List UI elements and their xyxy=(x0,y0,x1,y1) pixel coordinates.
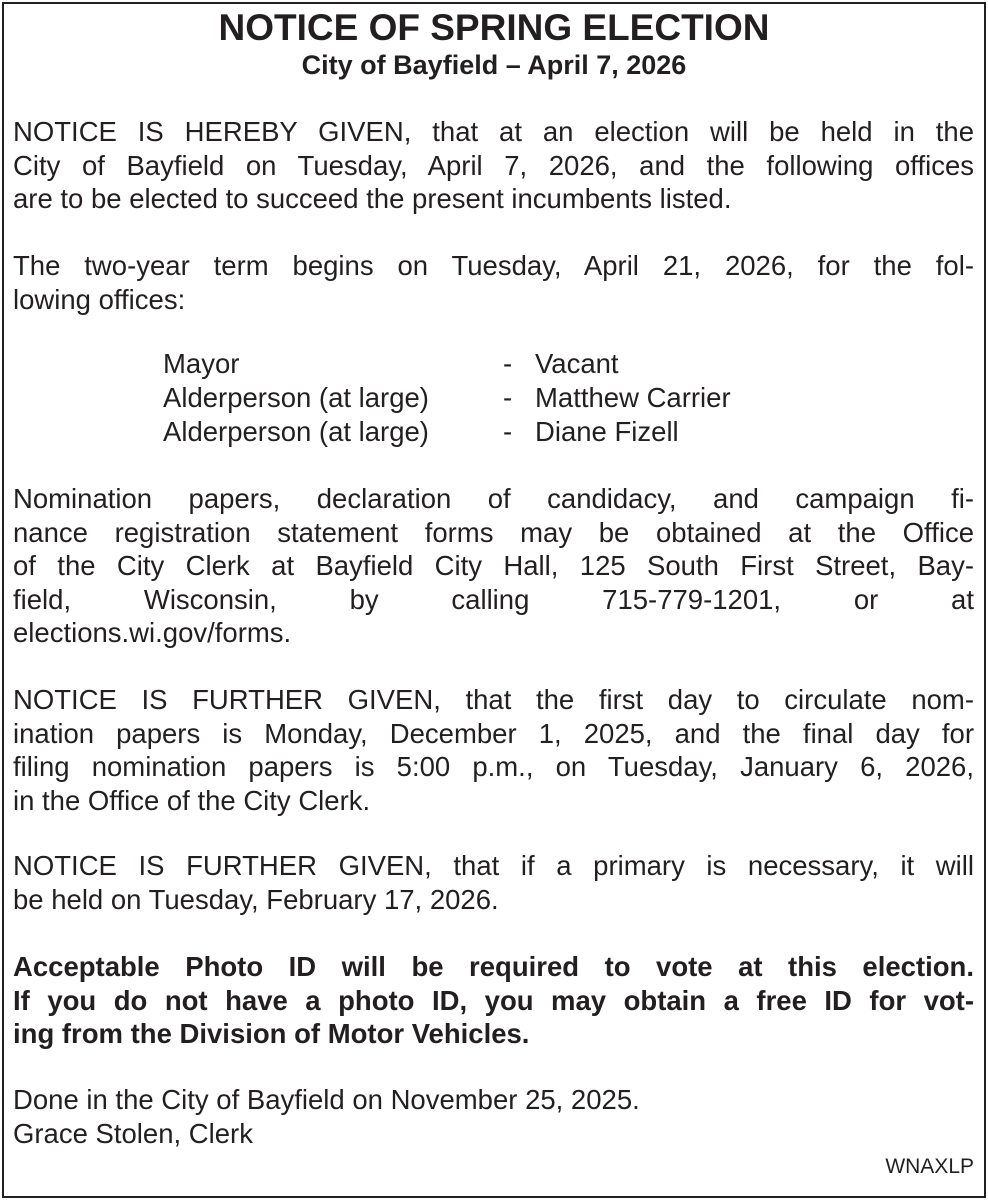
incumbent-name: Matthew Carrier xyxy=(535,382,731,413)
paragraph-line: in the Office of the City Clerk. xyxy=(13,784,371,816)
paragraph-line: filing nomination papers is 5:00 p.m., on Tuesday, January 6, 2026, xyxy=(13,751,974,782)
office-dash: - xyxy=(503,416,513,447)
paragraph-line: are to be elected to succeed the present incumbents listed. xyxy=(13,183,732,214)
paragraph-circulation-dates xyxy=(13,683,974,817)
clerk-name: Grace Stolen, Clerk xyxy=(13,1117,253,1149)
paragraph-line: ination papers is Monday, December 1, 2025, and the final day for xyxy=(13,717,974,749)
paragraph-line: lowing offices: xyxy=(13,283,186,315)
paragraph-primary xyxy=(13,849,974,916)
paragraph-line: NOTICE IS FURTHER GIVEN, that if a primary is necessary, it will xyxy=(13,850,974,881)
office-row xyxy=(163,381,731,415)
office-dash: - xyxy=(503,348,513,379)
paragraph-line: Nomination papers, declaration of candidacy, and campaign fi- xyxy=(13,483,974,514)
paragraph-signature xyxy=(13,1083,974,1150)
offices-list xyxy=(163,347,731,449)
office-title: Alderperson (at large) xyxy=(163,416,429,447)
paragraph-line: City of Bayfield on Tuesday, April 7, 2026, and the following offices xyxy=(13,149,974,181)
signed-date: Done in the City of Bayfield on November 25, 2025. xyxy=(13,1084,640,1115)
publication-code: WNAXLP xyxy=(885,1155,974,1178)
office-row xyxy=(163,347,731,381)
paragraph-term xyxy=(13,249,974,316)
paragraph-photo-id xyxy=(13,950,974,1051)
paragraph-election-notice xyxy=(13,115,974,216)
paragraph-line: elections.wi.gov/forms. xyxy=(13,617,292,648)
office-row xyxy=(163,415,731,449)
paragraph-nomination-papers xyxy=(13,482,974,650)
office-title: Alderperson (at large) xyxy=(163,382,429,413)
paragraph-line: The two-year term begins on Tuesday, April 21, 2026, for the fol- xyxy=(13,250,974,281)
office-title: Mayor xyxy=(163,348,240,379)
incumbent-name: Vacant xyxy=(535,348,619,379)
paragraph-line: nance registration statement forms may be obtained at the Office xyxy=(13,516,974,548)
notice-title: NOTICE OF SPRING ELECTION xyxy=(218,7,770,48)
paragraph-line: Acceptable Photo ID will be required to vote at this election. xyxy=(13,951,974,982)
incumbent-name: Diane Fizell xyxy=(535,416,679,447)
paragraph-line: If you do not have a photo ID, you may obtain a free ID for vot- xyxy=(13,984,974,1016)
office-dash: - xyxy=(503,382,513,413)
paragraph-line: ing from the Division of Motor Vehicles. xyxy=(13,1018,530,1049)
paragraph-line: field, Wisconsin, by calling 715-779-1201, or at xyxy=(13,583,974,615)
paragraph-line: of the City Clerk at Bayfield City Hall, 125 South First Street, Bay- xyxy=(13,550,974,581)
paragraph-line: be held on Tuesday, February 17, 2026. xyxy=(13,883,499,915)
paragraph-line: NOTICE IS HEREBY GIVEN, that at an election will be held in the xyxy=(13,116,974,147)
notice-subtitle: City of Bayfield – April 7, 2026 xyxy=(301,50,687,80)
paragraph-line: NOTICE IS FURTHER GIVEN, that the first day to circulate nom- xyxy=(13,684,974,715)
